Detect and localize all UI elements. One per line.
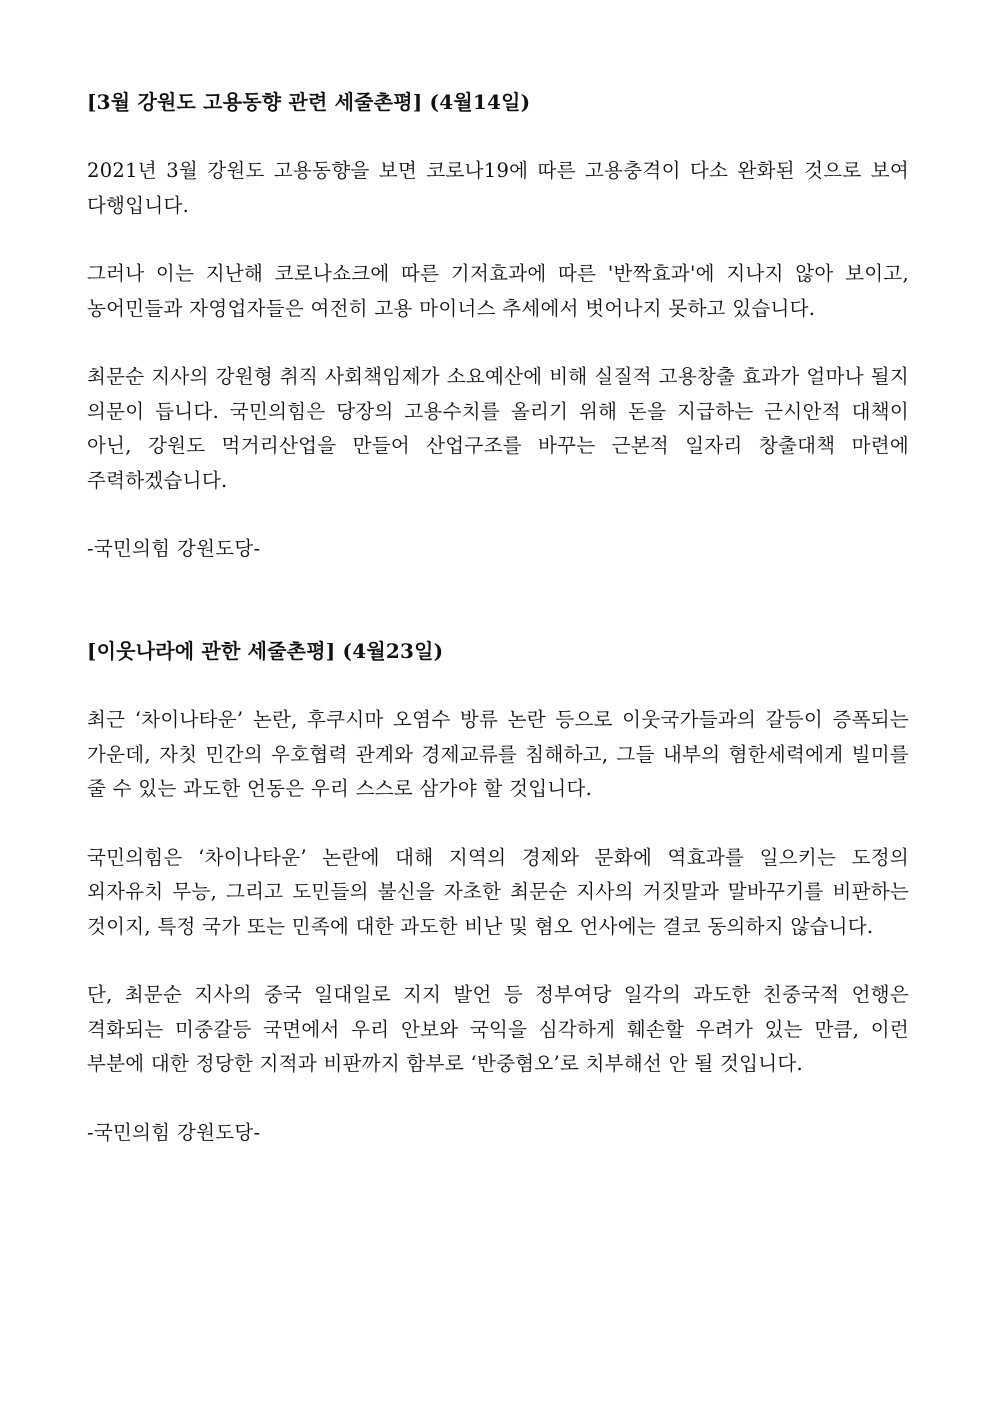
section-title: [3월 강원도 고용동향 관련 세줄촌평] (4월14일) xyxy=(87,90,531,114)
commentary-section-employment xyxy=(87,85,909,566)
paragraph: 최근 ‘차이나타운’ 논란, 후쿠시마 오염수 방류 논란 등으로 이웃국가들과의 갈등이 증폭되는 가운데, 자칫 민간의 우호협력 관계와 경제교류를 침해하고, 그들 내부의 혐한세력에게 빌미를 줄 수 있는 과도한 언동은 우리 스스로 삼가야 할 것입니다. xyxy=(87,708,909,800)
paragraph: 최문순 지사의 강원형 취직 사회책임제가 소요예산에 비해 실질적 고용창출 효과가 얼마나 될지 의문이 듭니다. 국민의힘은 당장의 고용수치를 올리기 위해 돈을 지급하는 근시안적 대책이 아닌, 강원도 먹거리산업을 만들어 산업구조를 바꾸는 근본적 일자리 창출대책 마련에 주력하겠습니다. xyxy=(87,365,909,492)
document-page xyxy=(87,85,909,1150)
paragraph: 2021년 3월 강원도 고용동향을 보면 코로나19에 따른 고용충격이 다소 완화된 것으로 보여 다행입니다. xyxy=(87,159,909,217)
paragraph: 그러나 이는 지난해 코로나쇼크에 따른 기저효과에 따른 '반짝효과'에 지나지 않아 보이고, 농어민들과 자영업자들은 여전히 고용 마이너스 추세에서 벗어나지 못하고 있습니다. xyxy=(87,262,909,320)
paragraph: 국민의힘은 ‘차이나타운’ 논란에 대해 지역의 경제와 문화에 역효과를 일으키는 도정의 외자유치 무능, 그리고 도민들의 불신을 자초한 최문순 지사의 거짓말과 말바꾸기를 비판하는 것이지, 특정 국가 또는 민족에 대한 과도한 비난 및 혐오 언사에는 결코 동의하지 않습니다. xyxy=(87,845,909,938)
commentary-section-neighbors xyxy=(87,634,909,1150)
signature: -국민의힘 강원도당- xyxy=(87,537,261,560)
paragraph: 단, 최문순 지사의 중국 일대일로 지지 발언 등 정부여당 일각의 과도한 친중국적 언행은 격화되는 미중갈등 국면에서 우리 안보와 국익을 심각하게 훼손할 우려가 있는 만큼, 이런 부분에 대한 정당한 지적과 비판까지 함부로 ‘반중혐오’로 치부해선 안 될 것입니다. xyxy=(87,983,909,1075)
signature: -국민의힘 강원도당- xyxy=(87,1120,261,1144)
section-title: [이웃나라에 관한 세줄촌평] (4월23일) xyxy=(87,639,444,663)
